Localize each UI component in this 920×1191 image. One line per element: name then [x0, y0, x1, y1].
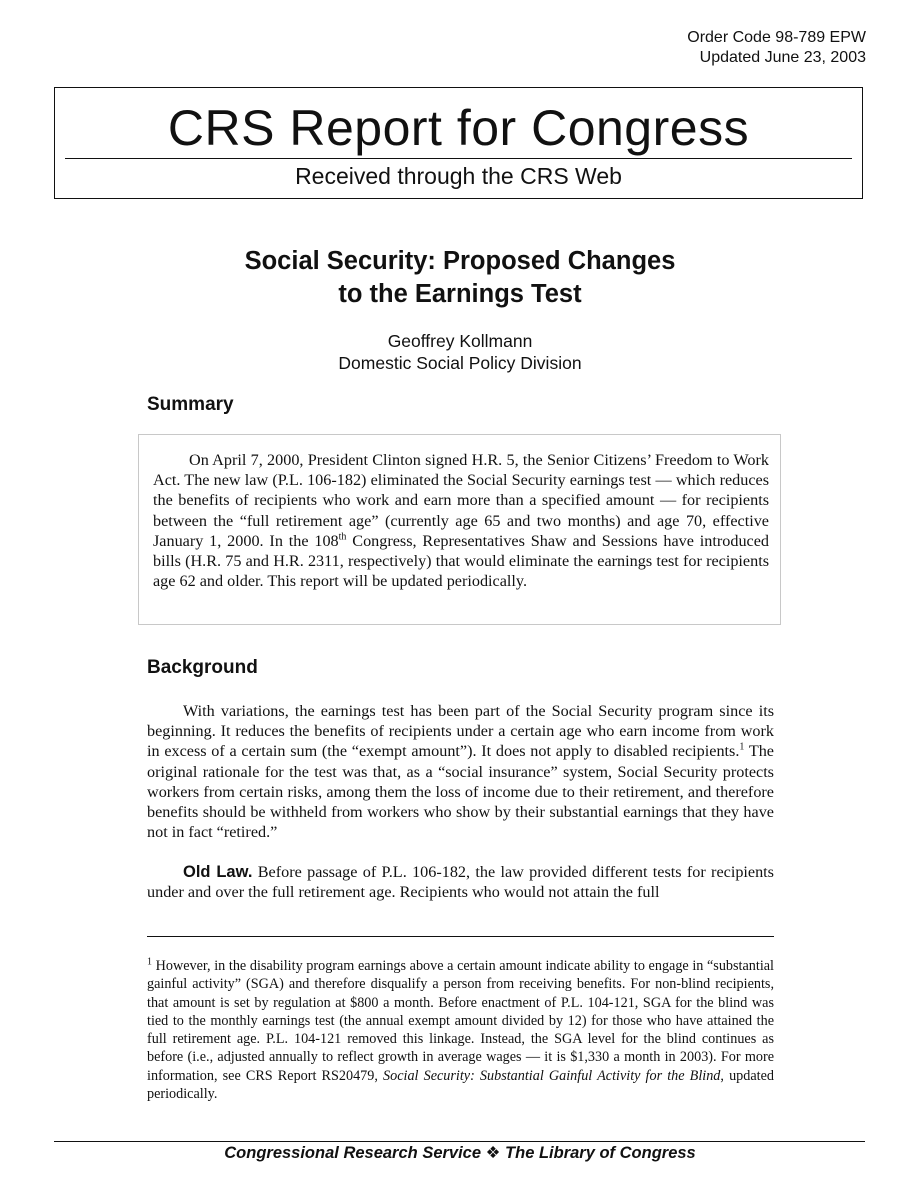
author-block [0, 330, 920, 374]
banner-subtitle: Received through the CRS Web [295, 163, 622, 189]
old-law-text: Before passage of P.L. 106-182, the law provided different tests for recipients under and over the full retirement age. Recipients who would not attain the full [147, 863, 774, 902]
title-line-2: to the Earnings Test [338, 280, 582, 308]
title-line-1: Social Security: Proposed Changes [244, 247, 676, 275]
background-paragraph [147, 701, 774, 842]
banner-divider [65, 158, 852, 159]
summary-text-part-2: Congress, Representatives Shaw and Sessions have introduced bills (H.R. 75 and H.R. 2311, respectively) that would eliminate the earnings test for recipients age 62 and older. This report will be updated periodically. [153, 531, 769, 591]
footnote-text-end: , updated periodically. [147, 1067, 774, 1103]
banner-title: CRS Report for Congress [167, 100, 750, 156]
footer-right: The Library of Congress [505, 1144, 696, 1162]
background-heading: Background [147, 657, 258, 678]
footer-divider [54, 1141, 865, 1142]
summary-heading: Summary [147, 394, 234, 415]
footnote-report-title: Social Security: Substantial Gainful Activity for the Blind [383, 1067, 721, 1084]
diamond-separator-icon: ❖ [485, 1144, 501, 1162]
footnote [147, 957, 774, 1103]
author-division: Domestic Social Policy Division [338, 353, 582, 373]
page-footer [0, 1143, 920, 1163]
footnote-reference[interactable]: 1 [739, 742, 745, 754]
footnote-text: However, in the disability program earnings above a certain amount indicate ability to engage in “substantial gainful activity” (SGA) and therefore disqualify a person from receiving benefits. For non-blind recipients, that amount is set by regulation at $800 a month. Before enactment of P.L. 104-121, SGA for the blind was tied to the monthly earnings test (the annual exempt amount divided by 12) for those who have attained the full retirement age. P.L. 104-121 removed this linkage. Instead, the SGA level for the blind continues as before (i.e., adjusted annually to reflect growth in average wages — it is $1,330 a month in 2003). For more information, see CRS Report RS20479, [147, 958, 774, 1084]
order-code-block [687, 28, 866, 68]
old-law-paragraph [147, 862, 774, 902]
background-text-part-1: With variations, the earnings test has been part of the Social Security program since its beginning. It reduces the benefits of recipients under a certain age who earn income from work in excess of a certain sum (the “exempt amount”). It does not apply to disabled recipients. [147, 702, 774, 761]
document-title [0, 245, 920, 311]
order-code: Order Code 98-789 EPW [687, 29, 866, 46]
background-text-part-2: The original rationale for the test was that, as a “social insurance” system, Social Security protects workers from certain risks, among them the loss of income due to their retirement, and therefore benefits should be withheld from workers who show by their substantial earnings that they have not in fact “retired.” [147, 742, 774, 842]
summary-text-part-1: On April 7, 2000, President Clinton signed H.R. 5, the Senior Citizens’ Freedom to Work Act. The new law (P.L. 106-182) eliminated the Social Security earnings test — which reduces the benefits of recipients who work and earn more than a specified amount — for recipients between the “full retirement age” (currently age 65 and two months) and age 70, effective January 1, 2000. In the 108 [153, 451, 769, 550]
ordinal-suffix: th [338, 531, 347, 543]
old-law-label: Old Law. [183, 863, 253, 881]
footnote-marker: 1 [147, 956, 152, 968]
summary-text [153, 450, 769, 591]
footnote-divider [147, 936, 774, 937]
footer-left: Congressional Research Service [224, 1144, 482, 1162]
report-banner [54, 87, 863, 199]
summary-box [138, 434, 781, 625]
updated-date: Updated June 23, 2003 [699, 49, 866, 66]
author-name: Geoffrey Kollmann [387, 331, 533, 351]
